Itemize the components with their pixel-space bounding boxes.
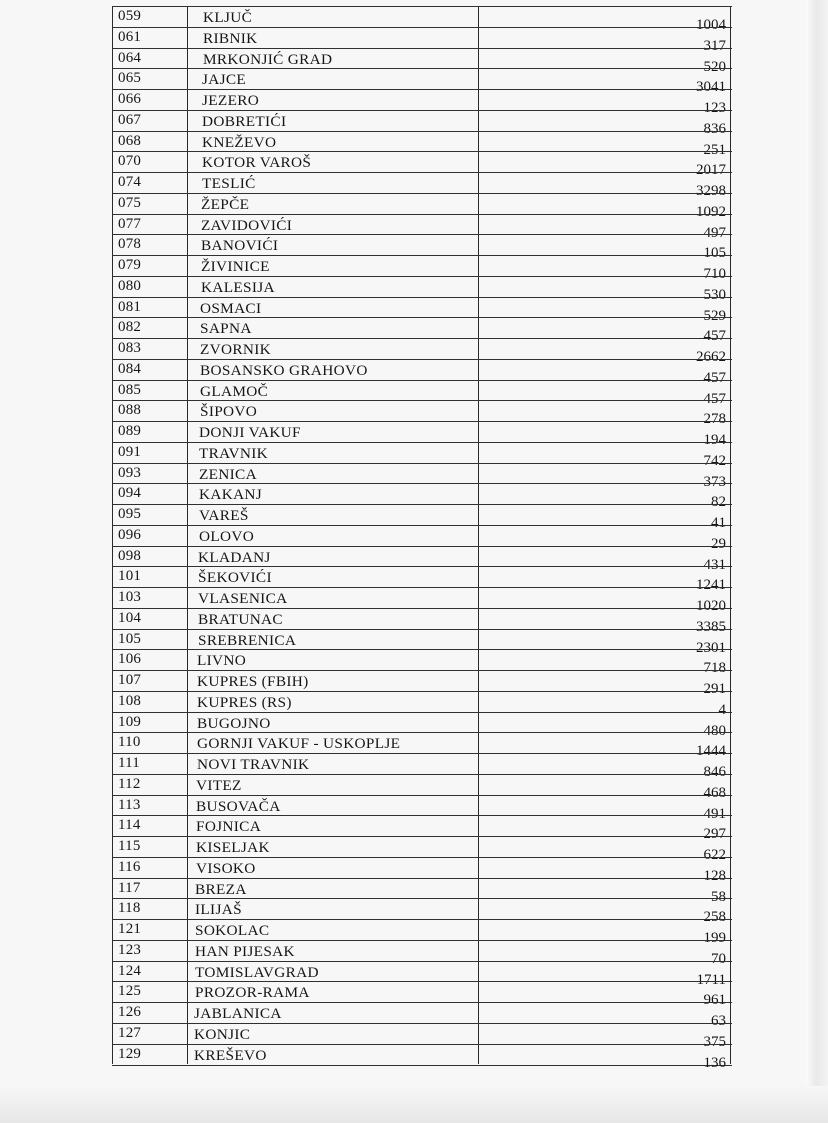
municipality-value: 742 [703,452,726,469]
municipality-name: GLAMOČ [199,383,268,400]
municipality-value: 1020 [696,598,726,614]
municipality-value: 4 [718,701,726,718]
municipality-name: TESLIĆ [201,176,256,192]
municipality-name: OLOVO [198,528,254,545]
municipality-value: 457 [703,390,726,407]
table-row [112,670,732,697]
municipality-value: 710 [703,266,726,282]
municipality-value: 529 [703,307,726,324]
municipality-value: 297 [703,826,726,843]
municipality-value: 457 [703,328,726,345]
municipality-name: KONJIC [194,1026,251,1043]
table-row [112,380,732,407]
municipality-code: 117 [118,879,141,896]
page-bottom-shadow [0,1086,828,1123]
municipality-code: 123 [118,941,142,958]
municipality-code: 112 [118,775,141,792]
table-row [112,525,732,552]
municipality-name: KISELJAK [195,840,270,856]
municipality-value: 41 [711,515,726,531]
table-row [112,359,732,386]
table-row [112,566,732,594]
municipality-name: ŽEPČE [201,196,250,213]
municipality-name: RIBNIK [202,30,258,47]
municipality-code: 124 [118,962,142,979]
municipality-name: GORNJI VAKUF - USKOPLJE [196,736,400,753]
municipality-code: 094 [118,485,142,502]
municipality-code: 116 [118,858,141,875]
municipality-name: ZENICA [199,466,257,483]
municipality-name: SOKOLAC [195,923,270,939]
municipality-code: 118 [118,900,141,917]
table-row [112,110,732,137]
table-row [112,795,732,822]
municipality-value: 317 [703,37,726,54]
municipality-name: BANOVIĆI [201,238,279,255]
municipality-name: VITEZ [196,777,243,794]
municipality-name: KREŠEVO [194,1047,267,1064]
municipality-value: 2017 [696,162,726,179]
municipality-code: 103 [118,589,142,605]
municipality-name: KNEŽEVO [201,134,277,151]
municipality-code: 061 [118,28,142,45]
municipality-value: 431 [703,556,726,573]
table-row [112,629,732,656]
municipality-code: 064 [118,49,142,66]
municipality-table [112,6,732,1070]
municipality-code: 085 [118,381,142,398]
municipality-name: KUPRES (FBIH) [197,674,309,690]
table-row [112,940,732,967]
municipality-code: 066 [118,91,142,107]
municipality-value: 961 [703,992,726,1009]
municipality-name: ZAVIDOVIĆI [201,217,293,234]
table-row [112,131,732,158]
municipality-code: 126 [118,1004,142,1020]
municipality-value: 105 [703,245,726,262]
municipality-name: OSMACI [200,300,262,317]
municipality-code: 125 [118,983,142,1000]
municipality-code: 080 [118,277,142,294]
table-row [112,608,732,635]
municipality-value: 530 [703,286,726,303]
municipality-value: 128 [703,867,726,884]
municipality-code: 079 [118,257,142,273]
municipality-code: 104 [118,609,142,626]
municipality-code: 065 [118,70,142,87]
municipality-name: VAREŠ [198,508,249,524]
municipality-code: 084 [118,360,142,377]
municipality-value: 491 [703,805,726,822]
table-row [112,504,732,531]
municipality-value: 1444 [696,743,726,760]
municipality-value: 291 [703,681,726,697]
municipality-name: JABLANICA [194,1006,283,1022]
municipality-code: 127 [118,1024,142,1041]
municipality-value: 718 [703,660,726,677]
table-row [112,836,732,863]
municipality-value: 2662 [696,349,726,365]
municipality-code: 096 [118,526,142,543]
municipality-code: 059 [118,8,142,24]
municipality-name: ILIJAŠ [195,902,243,919]
municipality-name: ŠEKOVIĆI [198,570,272,587]
municipality-name: KOTOR VAROŠ [201,155,311,172]
municipality-value: 70 [711,950,726,967]
municipality-name: SAPNA [200,321,252,338]
municipality-code: 067 [118,111,142,128]
municipality-value: 29 [711,535,726,552]
municipality-name: DONJI VAKUF [199,425,302,441]
table-row [112,68,732,96]
page-edge-shadow [806,0,828,1123]
municipality-code: 129 [118,1045,142,1062]
table-row [112,1023,732,1050]
municipality-code: 098 [118,547,142,564]
municipality-name: KLADANJ [198,549,272,566]
municipality-code: 106 [118,651,142,668]
table-row [112,151,732,179]
municipality-name: VLASENICA [197,591,288,607]
municipality-code: 075 [118,194,142,211]
table-row [112,753,732,780]
municipality-code: 107 [118,672,142,688]
municipality-code: 078 [118,236,142,253]
table-row [112,919,732,946]
table-row [112,317,732,345]
municipality-name: KALESIJA [200,279,275,296]
table-row [112,981,732,1009]
table-row [112,214,732,241]
table-row [112,442,732,469]
municipality-name: ŽIVINICE [200,259,270,275]
municipality-value: 58 [711,888,726,905]
municipality-name: HAN PIJESAK [194,943,295,960]
municipality-code: 089 [118,423,142,439]
municipality-code: 074 [118,174,142,190]
municipality-name: BUGOJNO [196,715,271,732]
municipality-code: 109 [118,713,142,730]
table-row [112,255,732,282]
municipality-code: 108 [118,692,142,709]
municipality-value: 1711 [696,971,726,988]
municipality-code: 088 [118,402,142,419]
municipality-name: BREZA [195,881,248,898]
table-row [112,6,732,33]
table-row [112,546,732,573]
municipality-name: VISOKO [195,860,256,877]
municipality-code: 077 [118,215,142,232]
municipality-code: 105 [118,630,142,647]
municipality-value: 258 [703,909,726,926]
municipality-name: SREBRENICA [197,632,296,649]
municipality-value: 1092 [696,203,726,220]
municipality-value: 468 [703,784,726,801]
municipality-code: 114 [118,817,141,834]
table-row [112,1002,732,1029]
table-row [112,400,732,428]
municipality-value: 251 [703,141,726,158]
table-row [112,338,732,365]
municipality-value: 1241 [696,577,726,594]
municipality-value: 194 [703,432,726,448]
table-row [112,1044,732,1071]
table-row [112,857,732,884]
table-row [112,878,732,905]
municipality-value: 123 [703,100,726,116]
municipality-code: 083 [118,340,142,356]
municipality-name: KAKANJ [198,487,262,504]
municipality-name: LIVNO [197,653,247,670]
table-row [112,649,732,677]
municipality-value: 836 [703,120,726,137]
municipality-value: 480 [703,722,726,739]
table-row [112,712,732,739]
municipality-name: KLJUČ [203,10,253,26]
municipality-code: 110 [118,734,141,751]
municipality-name: PROZOR-RAMA [194,985,310,1002]
municipality-code: 070 [118,153,142,170]
municipality-value: 375 [703,1033,726,1050]
municipality-value: 373 [703,473,726,490]
municipality-name: BRATUNAC [197,611,283,628]
municipality-name: DOBRETIĆI [202,113,287,130]
municipality-name: BUSOVAČA [196,798,281,815]
municipality-value: 136 [703,1054,726,1071]
municipality-name: JAJCE [202,72,247,89]
table-row [112,234,732,262]
municipality-code: 113 [118,796,141,813]
municipality-value: 457 [703,369,726,386]
municipality-value: 846 [703,764,726,780]
municipality-code: 115 [118,838,141,854]
municipality-name: ŠIPOVO [199,404,257,421]
municipality-code: 082 [118,319,142,336]
table-row [112,732,732,760]
municipality-value: 622 [703,847,726,863]
table-row [112,193,732,220]
table-row [112,27,732,54]
table-row [112,463,732,490]
municipality-name: TRAVNIK [199,445,269,462]
municipality-value: 199 [703,930,726,946]
municipality-code: 093 [118,464,142,481]
municipality-value: 63 [711,1013,726,1029]
table-row [112,421,732,448]
table-row [112,774,732,801]
table-row [112,815,732,843]
municipality-value: 2301 [696,639,726,656]
municipality-code: 091 [118,443,142,460]
municipality-value: 278 [703,411,726,428]
municipality-code: 068 [118,132,142,149]
municipality-code: 095 [118,506,142,522]
table-row [112,587,732,614]
municipality-value: 520 [703,58,726,75]
municipality-name: TOMISLAVGRAD [194,964,319,981]
table-row [112,172,732,199]
municipality-name: KUPRES (RS) [197,694,292,711]
table-row [112,691,732,718]
table-row [112,961,732,988]
table-row [112,483,732,511]
municipality-value: 3385 [696,618,726,635]
table-row [112,276,732,303]
municipality-name: JEZERO [202,93,260,109]
municipality-code: 111 [118,755,140,771]
municipality-code: 121 [118,921,142,937]
municipality-name: MRKONJIĆ GRAD [202,51,333,68]
municipality-name: BOSANSKO GRAHOVO [199,362,368,379]
municipality-name: FOJNICA [195,819,262,836]
table-row [112,48,732,75]
municipality-value: 1004 [696,17,726,33]
municipality-value: 3298 [696,183,726,199]
table-row [112,898,732,926]
municipality-code: 081 [118,298,142,315]
municipality-code: 101 [118,568,142,585]
municipality-name: ZVORNIK [200,342,272,358]
municipality-value: 3041 [696,79,726,96]
table-row [112,89,732,116]
municipality-value: 82 [711,494,726,511]
municipality-name: NOVI TRAVNIK [196,757,309,773]
table-row [112,297,732,324]
municipality-value: 497 [703,224,726,241]
